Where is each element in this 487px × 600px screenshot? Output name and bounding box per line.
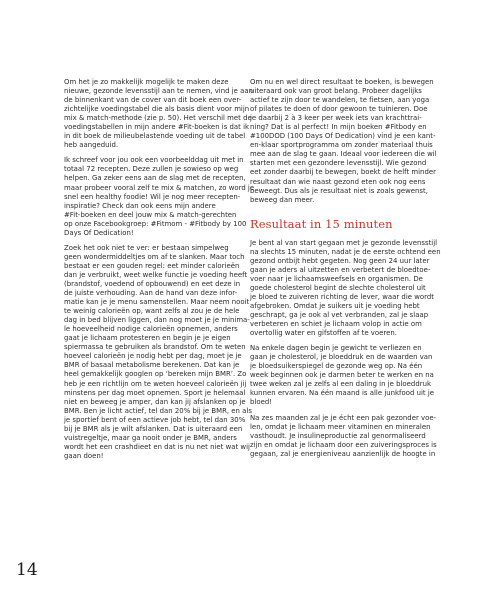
paragraph-left-3 — [64, 244, 260, 461]
text-line: wordt het een crashdieet en dat is nu net niet wat wij — [64, 442, 250, 451]
text-line: le hoeveelheid nodige calorieën opnemen, anders — [64, 325, 238, 334]
text-line: afgebroken. Omdat je suikers uit je voeding hebt — [250, 301, 420, 310]
text-line: Days Of Dedication! — [64, 228, 134, 237]
text-line: gaan doen! — [64, 451, 104, 460]
text-line: helpen. Ga zeker eens aan de slag met de recepten, — [64, 174, 246, 183]
text-line: Ik schreef voor jou ook een voorbeelddag uit met in — [64, 156, 244, 165]
text-line: uiteraard ook van groot belang. Probeer dagelijks — [250, 87, 422, 96]
left-text-column — [64, 78, 260, 467]
text-line: #100DOD (100 Days Of Dedication) vind je een kant- — [250, 132, 436, 141]
paragraph-right-3 — [250, 414, 446, 459]
text-line: en-klaar sportprogramma om zonder materiaal thuis — [250, 141, 433, 150]
text-line: de binnenkant van de cover van dit boek een over- — [64, 96, 242, 105]
text-line: overtollig water en gifstoffen af te voeren. — [250, 329, 397, 338]
text-line: zijn en omdat je lichaam door een zuiveringsproces is — [250, 440, 437, 449]
text-line: je bloedsuikerspiegel de gezonde weg op. Na één — [250, 362, 423, 371]
text-line: snel een healthy foodie! Wil je nog meer recepten- — [64, 192, 241, 201]
text-line: te weinig calorieën op, want zelfs al zou je de hele — [64, 307, 240, 316]
text-line: heb aangeduid. — [64, 141, 119, 150]
text-line: minstens per dag moet opnemen. Sport je helemaal — [64, 388, 246, 397]
text-line: heel gemakkelijk googlen op ‘bereken mijn BMR’. Zo — [64, 370, 247, 379]
text-line: niet en beweeg je amper, dan kan jij afslanken op je — [64, 397, 246, 406]
text-line: bloed! — [250, 398, 272, 407]
text-line: voedingstabellen in mijn andere #Fit-boeken is dat ik — [64, 123, 250, 132]
text-line: Je bent al van start gegaan met je gezonde levensstijl — [250, 238, 438, 247]
text-line: gezond ontbijt hebt gegeten. Nog geen 24 uur later — [250, 256, 430, 265]
text-line: je daarbij 2 à 3 keer per week iets van krachttrai- — [250, 114, 422, 123]
text-line: voer naar je lichaamsweefsels en organismen. De — [250, 274, 423, 283]
text-line: mix & match-methode (zie p. 50). Het verschil met de — [64, 114, 252, 123]
text-line: gaat je lichaam protesteren en begin je je eigen — [64, 334, 231, 343]
paragraph-right-intro — [250, 78, 446, 205]
section-heading: Resultaat in 15 minuten — [250, 216, 393, 231]
text-line: Om nu en wel direct resultaat te boeken, is bewegen — [250, 78, 434, 86]
text-line: bij je BMR als je wilt afslanken. Dat is uiteraard een — [64, 424, 243, 433]
right-text-column — [250, 78, 446, 465]
text-line: in dit boek de milieubelastende voeding uit de tabel — [64, 132, 246, 141]
text-line: totaal 72 recepten. Deze zullen je sowieso op weg — [64, 165, 239, 174]
page-number: 14 — [16, 560, 38, 580]
text-line: inspiratie? Check dan ook eens mijn andere — [64, 201, 216, 210]
text-line: actief te zijn door te wandelen, te fietsen, aan yoga — [250, 96, 430, 105]
text-line: spiermassa te gebruiken als brandstof. Om te weten — [64, 343, 246, 352]
paragraph-right-1 — [250, 239, 446, 339]
text-line: Na zes maanden zal je je écht een pak gezonder voe- — [250, 413, 437, 422]
text-line: of pilates te doen of door gewoon te tuinieren. Doe — [250, 105, 428, 114]
text-line: op onze Facebookgroep: #Fitmom - #Fitbody by 100 — [64, 219, 247, 228]
text-line: BMR. Ben je licht actief, tel dan 20% bij je BMR, en als — [64, 406, 252, 415]
text-line: dan je verbruikt, weet welke functie je voeding heeft — [64, 270, 248, 279]
text-line: len, omdat je lichaam meer vitaminen en mineralen — [250, 422, 431, 431]
text-line: je bloed te zuiveren richting de lever, waar die wordt — [250, 292, 434, 301]
text-line: vasthoudt. Je insulineproductie zal genormaliseerd — [250, 431, 426, 440]
text-line: na slechts 15 minuten, nadat je de eerste ochtend een — [250, 247, 441, 256]
text-line: ning? Dat is al perfect! In mijn boeken #Fitbody en — [250, 123, 427, 132]
text-line: de juiste verhouding. Aan de hand van deze infor- — [64, 289, 238, 298]
text-line: Om het je zo makkelijk mogelijk te maken deze — [64, 78, 229, 86]
paragraph-left-1 — [64, 78, 260, 150]
text-line: starten met een gezondere levensstijl. Wie gezond — [250, 159, 427, 168]
text-line: hoeveel calorieën je nodig hebt per dag, moet je je — [64, 352, 242, 361]
text-line: dag in bed blijven liggen, dan nog moet je je minima- — [64, 316, 250, 325]
text-line: geschrapt, ga je ook al vet verbranden, zal je slaap — [250, 311, 429, 320]
text-line: bestaat er een gouden regel: eet minder calorieën — [64, 261, 240, 270]
text-line: beweeg dan meer. — [250, 195, 315, 204]
text-line: mee aan de slag te gaan. Ideaal voor iedereen die wil — [250, 150, 437, 159]
text-line: twee weken zal je zelfs al een daling in je bloeddruk — [250, 380, 431, 389]
text-line: nieuwe, gezonde levensstijl aan te nemen, vind je aan — [64, 87, 253, 96]
text-line: Zoek het ook niet te ver: er bestaan simpelweg — [64, 243, 229, 252]
text-line: resultaat dan wie naast gezond eten ook nog eens — [250, 177, 426, 186]
text-line: heb je een richtlijn om te weten hoeveel calorieën jij — [64, 379, 247, 388]
text-line: geen wondermiddeltjes om af te slanken. Maar toch — [64, 252, 245, 261]
text-line: gaan je aders al uitzetten en verbetert de bloedtoe- — [250, 265, 431, 274]
text-line: Na enkele dagen begin je gewicht te verliezen en — [250, 344, 422, 353]
text-line: kunnen ervaren. Na één maand is alle junkfood uit je — [250, 389, 435, 398]
text-line: eet zonder daarbij te bewegen, boekt de helft minder — [250, 168, 436, 177]
text-line: vuistregeltje, maar ga nooit onder je BMR, anders — [64, 433, 237, 442]
text-line: beweegt. Dus als je resultaat niet is zoals gewenst, — [250, 186, 428, 195]
text-line: gaan je cholesterol, je bloeddruk en de waarden van — [250, 353, 433, 362]
text-line: je sportief bent of een actieve job hebt, tel dan 30% — [64, 415, 246, 424]
text-line: week beginnen ook je darmen beter te werken en na — [250, 371, 434, 380]
text-line: gegaan, zal je energieniveau aanzienlijk de hoogte in — [250, 449, 436, 458]
paragraph-right-2 — [250, 344, 446, 407]
text-line: zichtelijke voedingstabel die als basis dient voor mijn — [64, 105, 250, 114]
text-line: verbeteren en schiet je lichaam volop in actie om — [250, 320, 422, 329]
text-line: goede cholesterol begint de slechte cholesterol uit — [250, 283, 426, 292]
paragraph-left-2 — [64, 156, 260, 237]
text-line: maar probeer vooral zelf te mix & matchen, zo word je — [64, 183, 255, 192]
text-line: BMR of basaal metabolisme berekenen. Dat kan je — [64, 361, 240, 370]
text-line: #Fit-boeken en deel jouw mix & match-gerechten — [64, 210, 237, 219]
text-line: (brandstof, voedend of opbouwend) en eet deze in — [64, 279, 241, 288]
text-line: matie kan je je menu samenstellen. Maar neem nooit — [64, 298, 250, 307]
